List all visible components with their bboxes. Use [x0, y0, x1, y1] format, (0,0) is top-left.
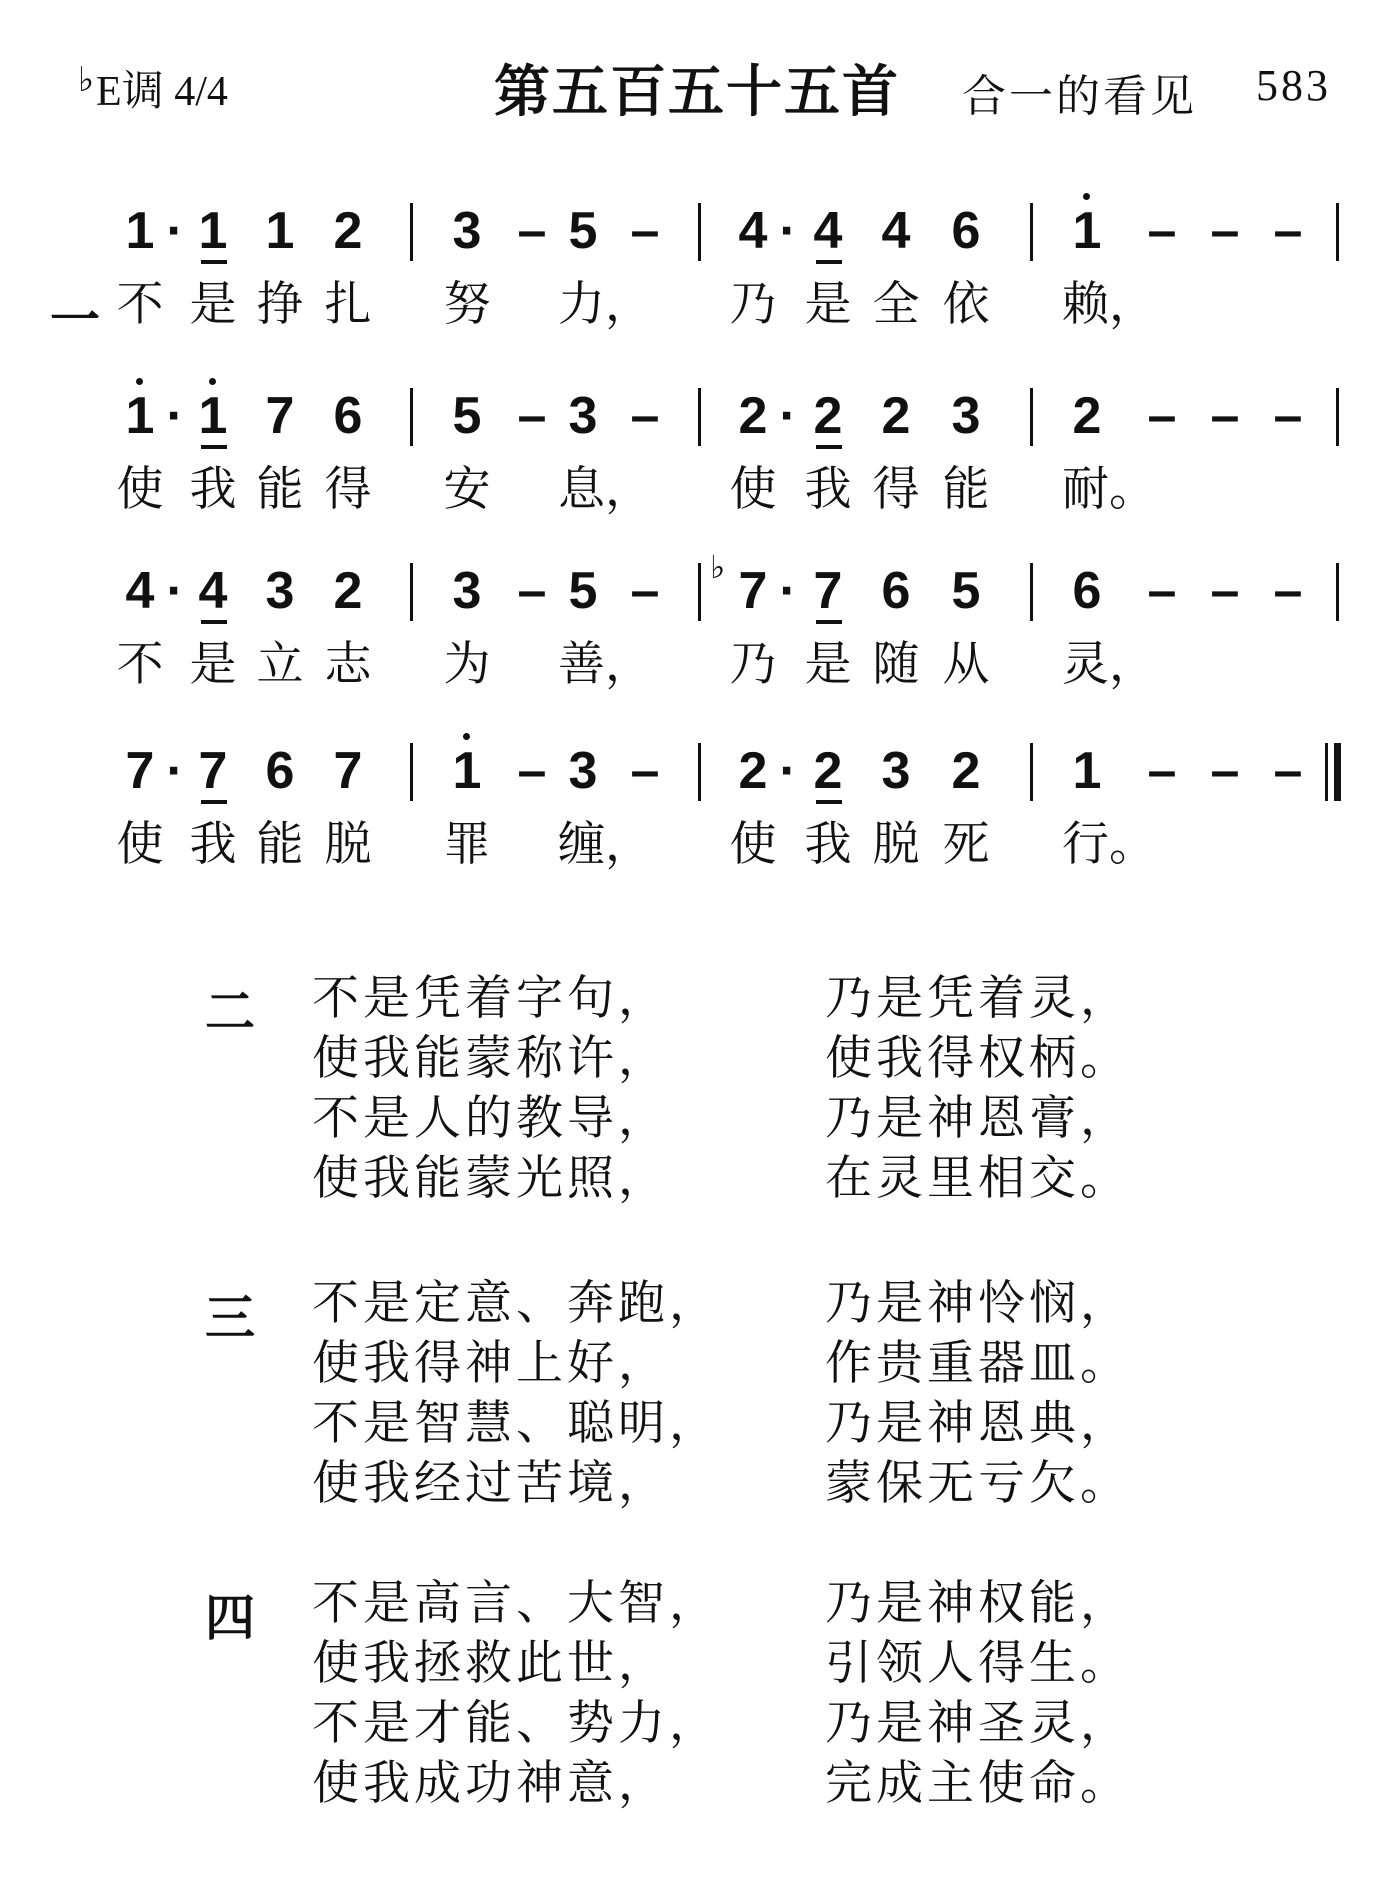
lyric: 挣	[256, 277, 304, 332]
lyric: 赖，	[1062, 277, 1156, 332]
dash: –	[1273, 742, 1303, 800]
note: 4	[198, 562, 228, 620]
note: 3	[881, 742, 911, 800]
note: 2	[1072, 387, 1102, 445]
verse-line-left: 使我能蒙称许，	[312, 1031, 669, 1086]
dash: –	[1210, 562, 1240, 620]
dash: –	[517, 562, 547, 620]
note: 6	[881, 562, 911, 620]
lyric: 力，	[558, 277, 652, 332]
lyric: 使	[729, 462, 777, 517]
underline	[201, 800, 227, 804]
verse-line-left: 使我得神上好，	[312, 1336, 669, 1391]
note: 7	[265, 387, 295, 445]
lyric: 脱	[324, 817, 372, 872]
lyric: 使	[116, 462, 164, 517]
bar-line	[1030, 563, 1033, 621]
lyric: 我	[804, 817, 852, 872]
lyric: 志	[324, 637, 372, 692]
note: 7	[738, 562, 768, 620]
hymn-subtitle: 合一的看见	[962, 71, 1197, 122]
note: 3	[568, 387, 598, 445]
verse-line-right: 完成主使命。	[825, 1756, 1131, 1811]
verse-number: 一	[50, 291, 100, 349]
dash: –	[1147, 387, 1177, 445]
lyric: 我	[189, 817, 237, 872]
note: 3	[452, 562, 482, 620]
lyric: 脱	[872, 817, 920, 872]
note: 1	[125, 387, 155, 445]
bar-line	[698, 388, 701, 446]
underline	[816, 260, 842, 264]
verse-line-right: 作贵重器皿。	[825, 1336, 1131, 1391]
verse-line-left: 不是凭着字句，	[312, 971, 669, 1026]
hymn-title: 第五百五十五首	[494, 60, 900, 125]
verse-line-left: 使我能蒙光照，	[312, 1151, 669, 1206]
lyric: 随	[872, 637, 920, 692]
verse-line-right: 乃是神恩典，	[825, 1396, 1131, 1451]
dash: –	[1147, 202, 1177, 260]
lyric: 立	[256, 637, 304, 692]
lyric: 罪	[443, 817, 491, 872]
note: 7	[198, 742, 228, 800]
bar-line	[410, 388, 413, 446]
final-bar-thin	[1325, 743, 1328, 801]
verse-line-left: 使我成功神意，	[312, 1756, 669, 1811]
verse-line-right: 乃是神权能，	[825, 1576, 1131, 1631]
lyric: 不	[116, 277, 164, 332]
bar-line	[1030, 743, 1033, 801]
note: 1	[265, 202, 295, 260]
lyric: 灵，	[1062, 637, 1156, 692]
bar-line	[410, 563, 413, 621]
lyric: 使	[116, 817, 164, 872]
bar-line	[698, 203, 701, 261]
dash: –	[1273, 562, 1303, 620]
note: ·	[779, 202, 797, 260]
note: 2	[881, 387, 911, 445]
verse-line-right: 引领人得生。	[825, 1636, 1131, 1691]
flat-sign: ♭	[78, 62, 95, 99]
dash: –	[630, 387, 660, 445]
lyric: 行。	[1062, 817, 1156, 872]
flat-accidental: ♭	[710, 548, 726, 586]
lyric: 扎	[324, 277, 372, 332]
note: 5	[568, 202, 598, 260]
lyric: 从	[942, 637, 990, 692]
key-signature	[78, 58, 228, 118]
verse-number: 四	[205, 1589, 255, 1647]
lyric: 不	[116, 637, 164, 692]
high-octave-dot	[1083, 193, 1090, 200]
underline	[816, 620, 842, 624]
note: 3	[568, 742, 598, 800]
note: 6	[951, 202, 981, 260]
lyric: 缠，	[558, 817, 652, 872]
lyric: 是	[189, 637, 237, 692]
dash: –	[630, 562, 660, 620]
underline	[201, 620, 227, 624]
bar-line	[410, 203, 413, 261]
bar-line	[1030, 203, 1033, 261]
lyric: 使	[729, 817, 777, 872]
note: 4	[813, 202, 843, 260]
verse-line-left: 不是人的教导，	[312, 1091, 669, 1146]
note: 4	[125, 562, 155, 620]
final-bar-thick	[1334, 743, 1341, 801]
underline	[816, 445, 842, 449]
lyric: 能	[256, 462, 304, 517]
note: 6	[265, 742, 295, 800]
lyric: 息，	[558, 462, 652, 517]
note: ·	[166, 742, 184, 800]
underline	[201, 445, 227, 449]
verse-line-right: 在灵里相交。	[825, 1151, 1131, 1206]
note: 4	[881, 202, 911, 260]
verse-number: 二	[205, 983, 255, 1041]
note: 3	[452, 202, 482, 260]
note: 1	[198, 387, 228, 445]
verse-line-right: 乃是神怜悯，	[825, 1276, 1131, 1331]
dash: –	[1210, 387, 1240, 445]
lyric: 努	[443, 277, 491, 332]
note: 7	[813, 562, 843, 620]
note: 1	[125, 202, 155, 260]
high-octave-dot	[136, 378, 143, 385]
note: 3	[951, 387, 981, 445]
lyric: 能	[942, 462, 990, 517]
note: 2	[333, 562, 363, 620]
lyric: 全	[872, 277, 920, 332]
verse-line-left: 不是高言、大智，	[312, 1576, 720, 1631]
note: 1	[198, 202, 228, 260]
note: 2	[813, 742, 843, 800]
note: 2	[333, 202, 363, 260]
note: 2	[951, 742, 981, 800]
lyric: 乃	[729, 277, 777, 332]
bar-line	[1336, 203, 1339, 261]
dash: –	[1147, 562, 1177, 620]
lyric: 是	[189, 277, 237, 332]
lyric: 我	[189, 462, 237, 517]
verse-line-left: 不是才能、势力，	[312, 1696, 720, 1751]
lyric: 为	[443, 637, 491, 692]
verse-line-right: 使我得权柄。	[825, 1031, 1131, 1086]
lyric: 我	[804, 462, 852, 517]
verse-line-right: 蒙保无亏欠。	[825, 1456, 1131, 1511]
high-octave-dot	[463, 733, 470, 740]
note: 1	[1072, 202, 1102, 260]
lyric: 善，	[558, 637, 652, 692]
verse-line-right: 乃是凭着灵，	[825, 971, 1131, 1026]
verse-line-left: 使我经过苦境，	[312, 1456, 669, 1511]
dash: –	[1147, 742, 1177, 800]
note: 7	[125, 742, 155, 800]
verse-line-left: 不是定意、奔跑，	[312, 1276, 720, 1331]
bar-line	[410, 743, 413, 801]
bar-line	[1030, 388, 1033, 446]
dash: –	[630, 742, 660, 800]
dash: –	[1273, 202, 1303, 260]
note: ·	[779, 742, 797, 800]
note: 5	[568, 562, 598, 620]
verse-line-left: 不是智慧、聪明，	[312, 1396, 720, 1451]
lyric: 是	[804, 637, 852, 692]
lyric: 是	[804, 277, 852, 332]
underline	[201, 260, 227, 264]
lyric: 依	[942, 277, 990, 332]
note: 6	[1072, 562, 1102, 620]
note: 5	[951, 562, 981, 620]
lyric: 耐。	[1062, 462, 1156, 517]
lyric: 得	[872, 462, 920, 517]
dash: –	[517, 387, 547, 445]
high-octave-dot	[209, 378, 216, 385]
note: 5	[452, 387, 482, 445]
lyric: 能	[256, 817, 304, 872]
note: 4	[738, 202, 768, 260]
verse-line-right: 乃是神圣灵，	[825, 1696, 1131, 1751]
note: 2	[813, 387, 843, 445]
lyric: 死	[942, 817, 990, 872]
note: 6	[333, 387, 363, 445]
dash: –	[1273, 387, 1303, 445]
bar-line	[698, 743, 701, 801]
lyric: 乃	[729, 637, 777, 692]
note: 3	[265, 562, 295, 620]
note: ·	[166, 562, 184, 620]
dash: –	[1210, 202, 1240, 260]
note: 1	[1072, 742, 1102, 800]
underline	[816, 800, 842, 804]
dash: –	[517, 202, 547, 260]
note: 1	[452, 742, 482, 800]
lyric: 得	[324, 462, 372, 517]
verse-line-right: 乃是神恩膏，	[825, 1091, 1131, 1146]
bar-line	[698, 563, 701, 621]
page-number: 583	[1256, 61, 1331, 110]
note: ·	[166, 387, 184, 445]
bar-line	[1336, 563, 1339, 621]
dash: –	[630, 202, 660, 260]
note: 7	[333, 742, 363, 800]
note: 2	[738, 387, 768, 445]
note: ·	[166, 202, 184, 260]
note: ·	[779, 562, 797, 620]
verse-number: 三	[205, 1289, 255, 1347]
dash: –	[1210, 742, 1240, 800]
note: ·	[779, 387, 797, 445]
key-text: E调 4/4	[96, 69, 228, 115]
lyric: 安	[443, 462, 491, 517]
dash: –	[517, 742, 547, 800]
note: 2	[738, 742, 768, 800]
verse-line-left: 使我拯救此世，	[312, 1636, 669, 1691]
bar-line	[1336, 388, 1339, 446]
